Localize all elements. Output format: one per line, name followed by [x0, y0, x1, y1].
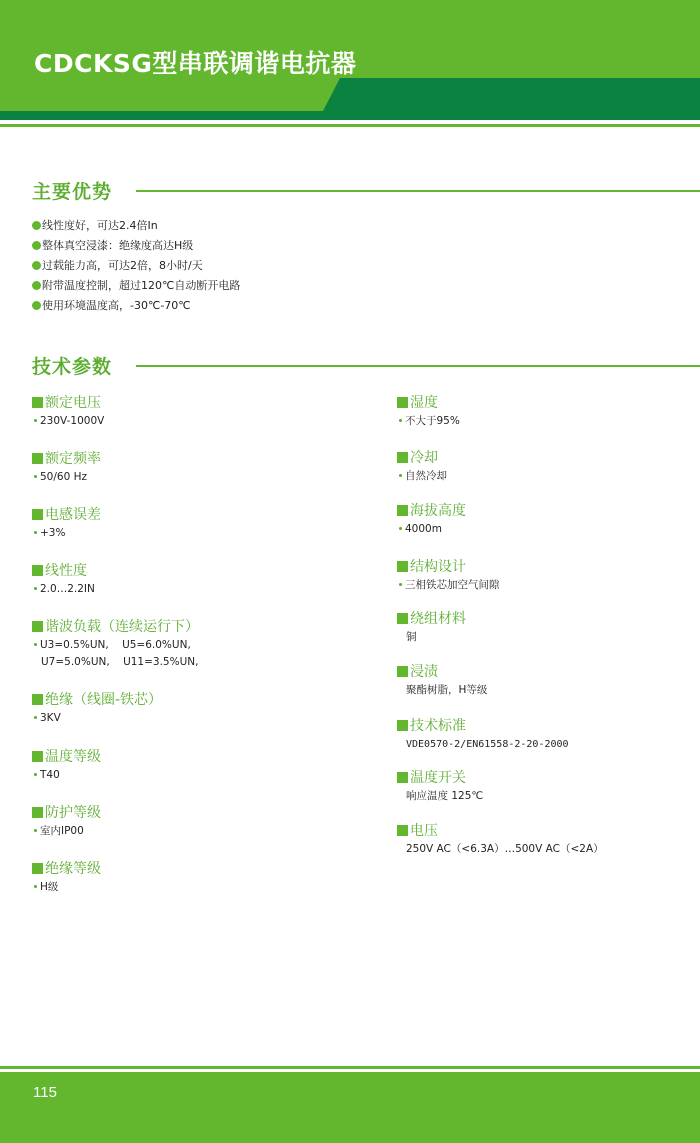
- spec-value: 2.0…2.2IN: [40, 583, 95, 595]
- bullet-dot-icon: [399, 527, 402, 530]
- spec-name: 绝缘（线圈-铁芯）: [45, 692, 163, 708]
- spec-value: 铜: [406, 631, 417, 643]
- spec-name: 绝缘等级: [45, 861, 101, 877]
- bullet-dot-icon: [34, 475, 37, 478]
- spec-technical-standard: [397, 716, 687, 753]
- bullet-dot-icon: [32, 281, 41, 290]
- bullet-dot-icon: [399, 474, 402, 477]
- square-bullet-icon: [397, 772, 408, 783]
- square-bullet-icon: [397, 613, 408, 624]
- square-bullet-icon: [32, 807, 43, 818]
- spec-name: 绕组材料: [410, 611, 466, 627]
- spec-linearity: [32, 561, 322, 598]
- spec-name: 浸渍: [410, 664, 438, 680]
- spec-humidity: [397, 393, 687, 430]
- page-number: 115: [33, 1084, 57, 1101]
- spec-value: 230V-1000V: [40, 415, 105, 427]
- square-bullet-icon: [397, 452, 408, 463]
- spec-value: VDE0570-2/EN61558-2-20-2000: [406, 739, 569, 750]
- spec-temperature-class: [32, 747, 322, 784]
- specs-heading-rule: [136, 365, 700, 367]
- spec-name: 冷却: [410, 450, 438, 466]
- spec-voltage: [397, 821, 687, 858]
- bullet-dot-icon: [34, 531, 37, 534]
- page-title: CDCKSG型串联调谐电抗器: [34, 49, 357, 78]
- spec-value: T40: [40, 769, 60, 781]
- square-bullet-icon: [397, 397, 408, 408]
- bullet-dot-icon: [34, 587, 37, 590]
- spec-winding-material: [397, 609, 687, 646]
- square-bullet-icon: [32, 397, 43, 408]
- advantage-item: 整体真空浸漆：绝缘度高达H级: [32, 236, 432, 256]
- advantages-heading-label: 主要优势: [32, 181, 113, 203]
- spec-name: 电感误差: [45, 507, 101, 523]
- spec-name: 湿度: [410, 395, 438, 411]
- spec-name: 温度开关: [410, 770, 466, 786]
- bullet-dot-icon: [34, 773, 37, 776]
- square-bullet-icon: [397, 561, 408, 572]
- spec-rated-frequency: [32, 449, 322, 486]
- spec-name: 防护等级: [45, 805, 101, 821]
- footer-topline: [0, 1066, 700, 1069]
- bullet-dot-icon: [32, 221, 41, 230]
- spec-value: 3KV: [40, 712, 61, 724]
- bullet-dot-icon: [34, 419, 37, 422]
- spec-rated-voltage: [32, 393, 322, 430]
- spec-value: 三相铁芯加空气间隙: [405, 579, 500, 591]
- spec-protection-class: [32, 803, 322, 840]
- spec-value: 响应温度 125℃: [406, 790, 484, 802]
- spec-name: 谐波负载（连续运行下）: [45, 619, 199, 635]
- spec-value: U7=5.0%UN, U11=3.5%UN,: [41, 656, 199, 668]
- square-bullet-icon: [397, 825, 408, 836]
- spec-name: 线性度: [45, 563, 87, 579]
- specs-heading-label: 技术参数: [32, 356, 113, 378]
- spec-value: 自然冷却: [405, 470, 447, 482]
- spec-name: 海拔高度: [410, 503, 466, 519]
- bullet-dot-icon: [34, 829, 37, 832]
- bullet-dot-icon: [34, 643, 37, 646]
- spec-insulation-class: [32, 859, 322, 896]
- advantage-item: 过载能力高，可达2倍，8小时/天: [32, 256, 432, 276]
- spec-structure-design: [397, 557, 687, 594]
- spec-value: 50/60 Hz: [40, 471, 88, 483]
- spec-name: 额定电压: [45, 395, 101, 411]
- square-bullet-icon: [397, 505, 408, 516]
- spec-value: 室内IP00: [40, 825, 84, 837]
- spec-value: 不大于95%: [405, 415, 460, 427]
- advantages-heading-rule: [136, 190, 700, 192]
- spec-inductance-tolerance: [32, 505, 322, 542]
- bullet-dot-icon: [34, 716, 37, 719]
- square-bullet-icon: [397, 720, 408, 731]
- spec-name: 电压: [410, 823, 438, 839]
- square-bullet-icon: [32, 694, 43, 705]
- spec-value: U3=0.5%UN, U5=6.0%UN,: [40, 639, 191, 651]
- header-wedge: [0, 78, 340, 111]
- square-bullet-icon: [32, 751, 43, 762]
- bullet-dot-icon: [399, 583, 402, 586]
- spec-name: 技术标准: [410, 718, 466, 734]
- spec-cooling: [397, 448, 687, 485]
- spec-value: H级: [40, 881, 59, 893]
- square-bullet-icon: [32, 453, 43, 464]
- spec-name: 额定频率: [45, 451, 101, 467]
- spec-value: 250V AC（<6.3A）…500V AC（<2A）: [406, 843, 604, 855]
- advantages-list: [32, 216, 432, 316]
- advantage-item: 使用环境温度高，-30℃-70℃: [32, 296, 432, 316]
- bullet-dot-icon: [34, 885, 37, 888]
- spec-name: 温度等级: [45, 749, 101, 765]
- spec-value: 4000m: [405, 523, 442, 535]
- spec-insulation-coil-core: [32, 690, 322, 727]
- bullet-dot-icon: [32, 261, 41, 270]
- spec-value: +3%: [40, 527, 66, 539]
- square-bullet-icon: [32, 565, 43, 576]
- spec-value: 聚酯树脂，H等级: [406, 684, 488, 696]
- bullet-dot-icon: [32, 301, 41, 310]
- spec-temperature-switch: [397, 768, 687, 805]
- page-footer: [0, 1072, 700, 1143]
- header-underline: [0, 124, 700, 127]
- advantage-item: 线性度好，可达2.4倍In: [32, 216, 432, 236]
- advantage-item: 附带温度控制，超过120℃自动断开电路: [32, 276, 432, 296]
- page-header: [0, 0, 700, 130]
- spec-altitude: [397, 501, 687, 538]
- square-bullet-icon: [32, 621, 43, 632]
- square-bullet-icon: [397, 666, 408, 677]
- bullet-dot-icon: [32, 241, 41, 250]
- bullet-dot-icon: [399, 419, 402, 422]
- spec-harmonic-load: [32, 617, 322, 671]
- spec-name: 结构设计: [410, 559, 466, 575]
- spec-impregnation: [397, 662, 687, 699]
- square-bullet-icon: [32, 509, 43, 520]
- square-bullet-icon: [32, 863, 43, 874]
